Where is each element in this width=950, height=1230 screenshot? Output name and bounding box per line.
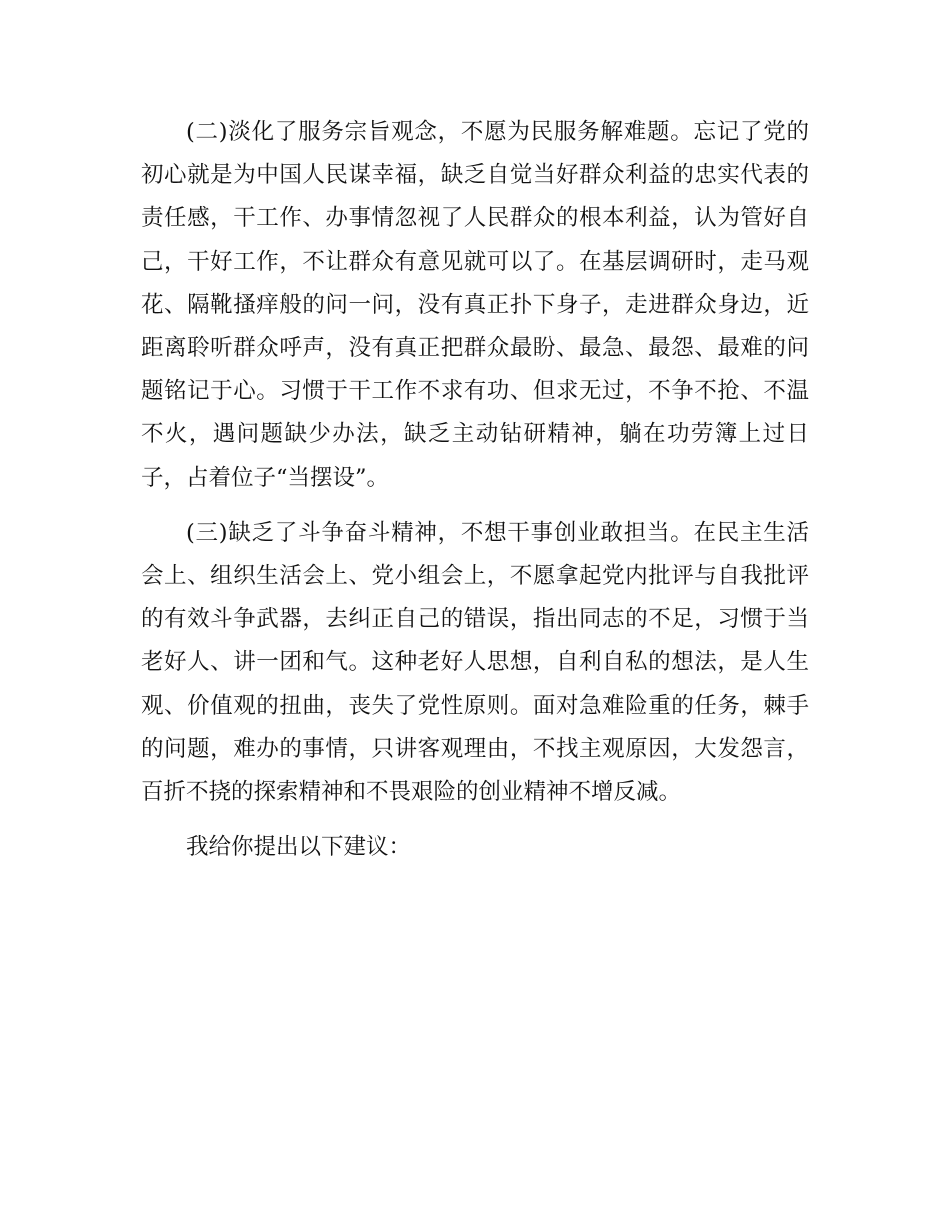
paragraph-service-purpose: (二)淡化了服务宗旨观念，不愿为民服务解难题。忘记了党的初心就是为中国人民谋幸福，缺乏自觉当好群众利益的忠实代表的责任感，干工作、办事情忽视了人民群众的根本利益，认为管好自己，干好工作，不让群众有意见就可以了。在基层调研时，走马观花、隔靴搔痒般的问一问，没有真正扑下身子，走进群众身边，近距离聆听群众呼声，没有真正把群众最盼、最急、最怨、最难的问题铭记于心。习惯于干工作不求有功、但求无过，不争不抢、不温不火，遇问题缺少办法，缺乏主动钻研精神，躺在功劳簿上过日子，占着位子“当摆设”。 (141, 119, 809, 491)
paragraph-struggle-spirit: (三)缺乏了斗争奋斗精神，不想干事创业敢担当。在民主生活会上、组织生活会上、党小组会上，不愿拿起党内批评与自我批评的有效斗争武器，去纠正自己的错误，指出同志的不足，习惯于当老好人、讲一团和气。这种老好人思想，自利自私的想法，是人生观、价值观的扭曲，丧失了党性原则。面对急难险重的任务，棘手的问题，难办的事情，只讲客观理由，不找主观原因，大发怨言，百折不挠的探索精神和不畏艰险的创业精神不增反减。 (141, 519, 809, 806)
document-body (141, 111, 809, 869)
paragraph-suggestions-intro: 我给你提出以下建议： (186, 834, 412, 861)
